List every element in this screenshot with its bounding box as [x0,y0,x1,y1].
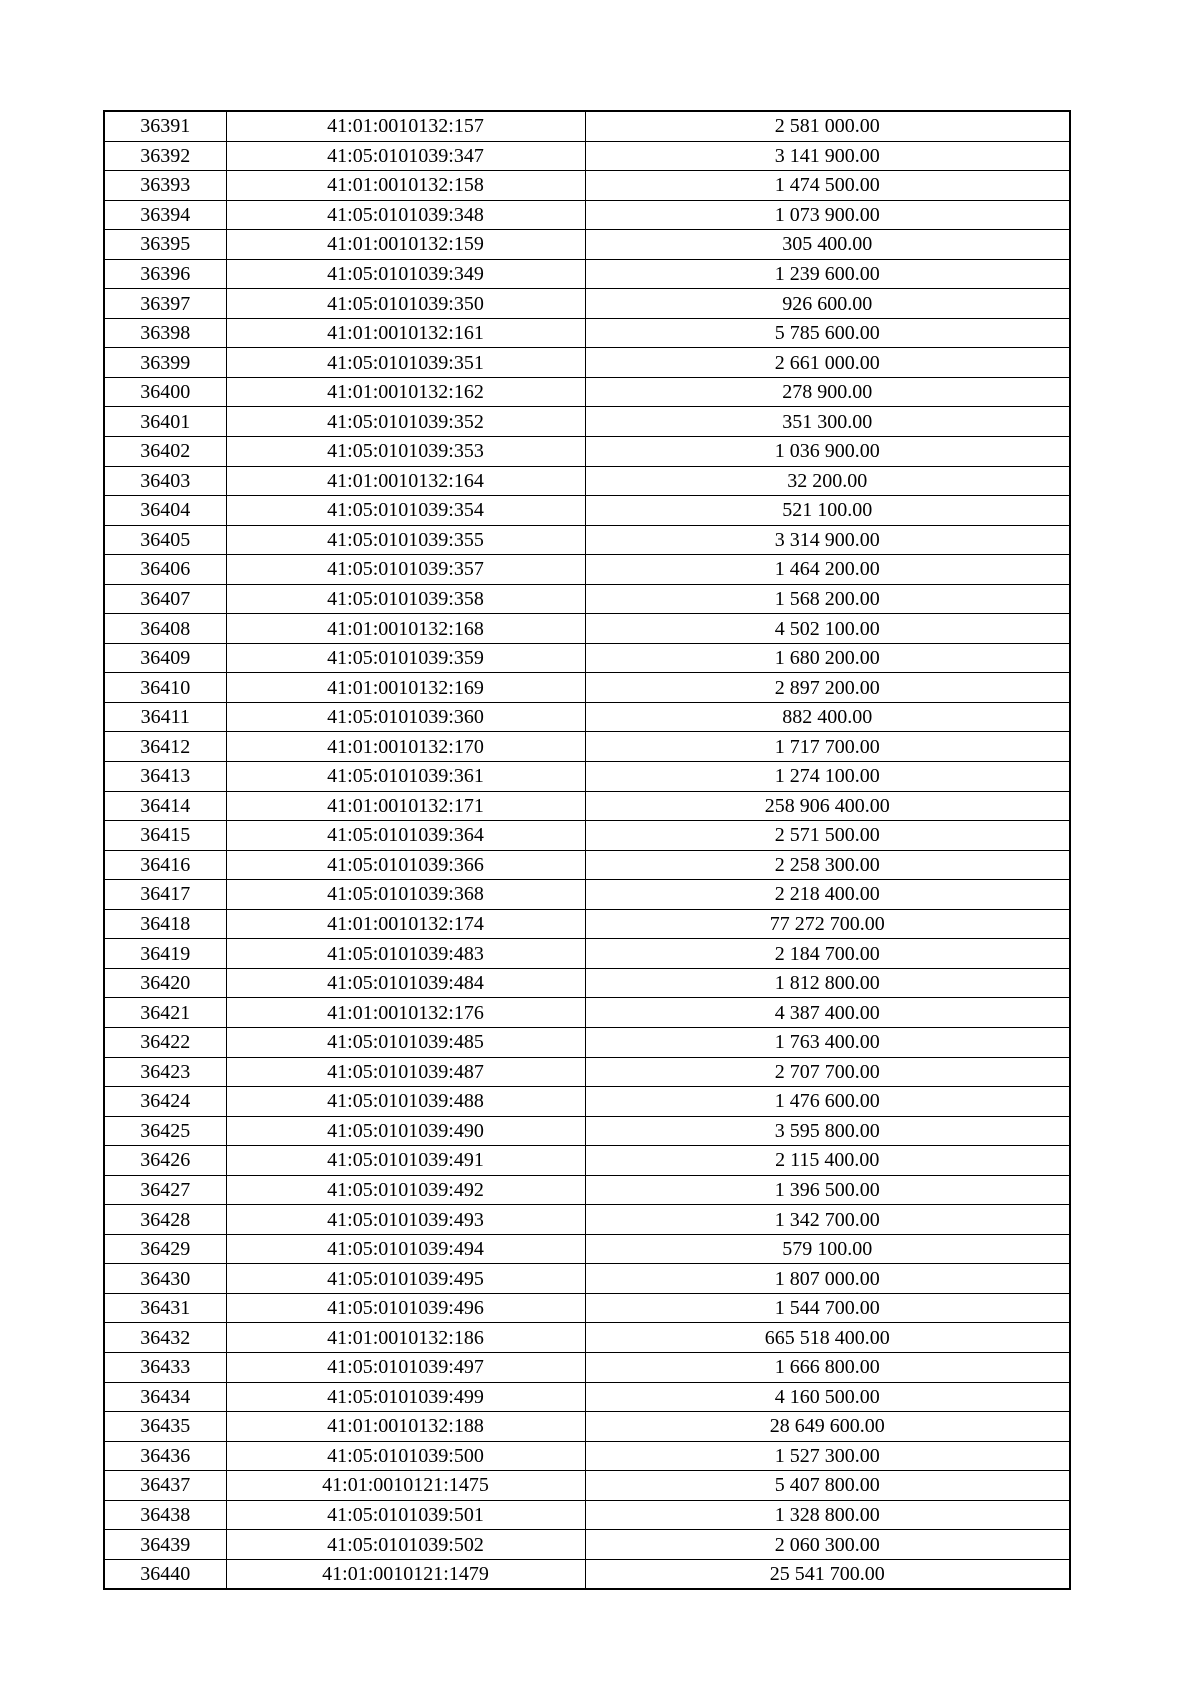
table-row [104,1559,1070,1589]
row-number-cell: 36409 [104,643,226,673]
cadastral-value-cell: 521 100.00 [585,496,1070,526]
table-row [104,437,1070,467]
cadastral-number-cell: 41:05:0101039:483 [226,939,585,969]
row-number-cell: 36395 [104,230,226,260]
row-number-cell: 36399 [104,348,226,378]
table-row [104,1352,1070,1382]
cadastral-value-cell: 1 036 900.00 [585,437,1070,467]
row-number-cell: 36427 [104,1175,226,1205]
cadastral-number-cell: 41:05:0101039:484 [226,968,585,998]
row-number-cell: 36417 [104,880,226,910]
table-row [104,1530,1070,1560]
cadastral-number-cell: 41:01:0010132:169 [226,673,585,703]
row-number-cell: 36428 [104,1205,226,1235]
cadastral-number-cell: 41:05:0101039:495 [226,1264,585,1294]
cadastral-number-cell: 41:05:0101039:502 [226,1530,585,1560]
table-row [104,141,1070,171]
row-number-cell: 36402 [104,437,226,467]
cadastral-number-cell: 41:01:0010132:168 [226,614,585,644]
table-row [104,880,1070,910]
row-number-cell: 36416 [104,850,226,880]
cadastral-number-cell: 41:05:0101039:347 [226,141,585,171]
table-row [104,850,1070,880]
row-number-cell: 36406 [104,555,226,585]
cadastral-value-cell: 77 272 700.00 [585,909,1070,939]
table-row [104,732,1070,762]
cadastral-number-cell: 41:05:0101039:353 [226,437,585,467]
cadastral-number-cell: 41:05:0101039:492 [226,1175,585,1205]
cadastral-value-cell: 2 581 000.00 [585,111,1070,141]
row-number-cell: 36438 [104,1500,226,1530]
row-number-cell: 36424 [104,1087,226,1117]
cadastral-value-cell: 32 200.00 [585,466,1070,496]
cadastral-value-cell: 1 812 800.00 [585,968,1070,998]
cadastral-number-cell: 41:05:0101039:496 [226,1293,585,1323]
cadastral-value-cell: 1 474 500.00 [585,171,1070,201]
row-number-cell: 36392 [104,141,226,171]
cadastral-value-cell: 1 717 700.00 [585,732,1070,762]
table-row [104,525,1070,555]
table-row [104,496,1070,526]
row-number-cell: 36422 [104,1027,226,1057]
cadastral-number-cell: 41:01:0010132:159 [226,230,585,260]
row-number-cell: 36405 [104,525,226,555]
cadastral-value-cell: 2 571 500.00 [585,821,1070,851]
cadastral-value-cell: 1 568 200.00 [585,584,1070,614]
table-row [104,348,1070,378]
table-row [104,614,1070,644]
cadastral-number-cell: 41:05:0101039:494 [226,1234,585,1264]
row-number-cell: 36430 [104,1264,226,1294]
row-number-cell: 36423 [104,1057,226,1087]
row-number-cell: 36419 [104,939,226,969]
table-body [104,111,1070,1589]
table-row [104,555,1070,585]
cadastral-number-cell: 41:05:0101039:487 [226,1057,585,1087]
cadastral-value-cell: 25 541 700.00 [585,1559,1070,1589]
cadastral-number-cell: 41:05:0101039:491 [226,1146,585,1176]
cadastral-number-cell: 41:01:0010132:171 [226,791,585,821]
cadastral-number-cell: 41:01:0010121:1475 [226,1471,585,1501]
row-number-cell: 36401 [104,407,226,437]
cadastral-number-cell: 41:05:0101039:499 [226,1382,585,1412]
cadastral-value-cell: 258 906 400.00 [585,791,1070,821]
cadastral-value-cell: 4 160 500.00 [585,1382,1070,1412]
table-row [104,1116,1070,1146]
table-row [104,377,1070,407]
cadastral-number-cell: 41:05:0101039:493 [226,1205,585,1235]
cadastral-value-cell: 2 707 700.00 [585,1057,1070,1087]
row-number-cell: 36410 [104,673,226,703]
table-row [104,1234,1070,1264]
table-row [104,289,1070,319]
cadastral-value-cell: 1 274 100.00 [585,762,1070,792]
row-number-cell: 36432 [104,1323,226,1353]
table-row [104,407,1070,437]
table-row [104,1500,1070,1530]
cadastral-value-cell: 5 785 600.00 [585,318,1070,348]
cadastral-number-cell: 41:05:0101039:361 [226,762,585,792]
cadastral-value-cell: 28 649 600.00 [585,1412,1070,1442]
cadastral-value-cell: 1 807 000.00 [585,1264,1070,1294]
cadastral-number-cell: 41:05:0101039:368 [226,880,585,910]
cadastral-number-cell: 41:05:0101039:497 [226,1352,585,1382]
cadastral-number-cell: 41:01:0010132:188 [226,1412,585,1442]
row-number-cell: 36435 [104,1412,226,1442]
table-row [104,111,1070,141]
row-number-cell: 36434 [104,1382,226,1412]
cadastral-number-cell: 41:05:0101039:348 [226,200,585,230]
table-row [104,171,1070,201]
cadastral-value-cell: 1 476 600.00 [585,1087,1070,1117]
row-number-cell: 36393 [104,171,226,201]
cadastral-number-cell: 41:05:0101039:500 [226,1441,585,1471]
cadastral-number-cell: 41:01:0010132:164 [226,466,585,496]
table-row [104,584,1070,614]
cadastral-number-cell: 41:01:0010132:157 [226,111,585,141]
table-row [104,909,1070,939]
row-number-cell: 36411 [104,702,226,732]
row-number-cell: 36431 [104,1293,226,1323]
table-row [104,673,1070,703]
cadastral-value-cell: 1 239 600.00 [585,259,1070,289]
row-number-cell: 36397 [104,289,226,319]
row-number-cell: 36415 [104,821,226,851]
table-row [104,1087,1070,1117]
cadastral-value-cell: 579 100.00 [585,1234,1070,1264]
table-row [104,230,1070,260]
cadastral-value-cell: 1 680 200.00 [585,643,1070,673]
cadastral-value-cell: 4 387 400.00 [585,998,1070,1028]
cadastral-value-cell: 2 258 300.00 [585,850,1070,880]
cadastral-value-cell: 3 595 800.00 [585,1116,1070,1146]
cadastral-number-cell: 41:05:0101039:360 [226,702,585,732]
table-row [104,998,1070,1028]
row-number-cell: 36404 [104,496,226,526]
cadastral-number-cell: 41:05:0101039:349 [226,259,585,289]
row-number-cell: 36429 [104,1234,226,1264]
table-row [104,643,1070,673]
cadastral-number-cell: 41:01:0010132:158 [226,171,585,201]
table-row [104,702,1070,732]
cadastral-value-cell: 3 314 900.00 [585,525,1070,555]
table-row [104,1264,1070,1294]
cadastral-number-cell: 41:05:0101039:485 [226,1027,585,1057]
cadastral-number-cell: 41:05:0101039:501 [226,1500,585,1530]
row-number-cell: 36400 [104,377,226,407]
row-number-cell: 36407 [104,584,226,614]
cadastral-value-cell: 4 502 100.00 [585,614,1070,644]
table-row [104,1027,1070,1057]
cadastral-value-cell: 2 060 300.00 [585,1530,1070,1560]
table-row [104,1293,1070,1323]
row-number-cell: 36436 [104,1441,226,1471]
table-row [104,1175,1070,1205]
cadastral-number-cell: 41:05:0101039:350 [226,289,585,319]
table-row [104,466,1070,496]
cadastral-number-cell: 41:01:0010121:1479 [226,1559,585,1589]
cadastral-value-cell: 2 897 200.00 [585,673,1070,703]
table-row [104,318,1070,348]
table-row [104,200,1070,230]
cadastral-value-cell: 351 300.00 [585,407,1070,437]
cadastral-value-cell: 1 763 400.00 [585,1027,1070,1057]
table-row [104,259,1070,289]
row-number-cell: 36408 [104,614,226,644]
cadastral-value-cell: 1 544 700.00 [585,1293,1070,1323]
row-number-cell: 36396 [104,259,226,289]
cadastral-number-cell: 41:05:0101039:355 [226,525,585,555]
cadastral-number-cell: 41:05:0101039:358 [226,584,585,614]
row-number-cell: 36394 [104,200,226,230]
table-row [104,1471,1070,1501]
row-number-cell: 36412 [104,732,226,762]
cadastral-number-cell: 41:05:0101039:488 [226,1087,585,1117]
cadastral-value-cell: 665 518 400.00 [585,1323,1070,1353]
row-number-cell: 36391 [104,111,226,141]
cadastral-value-cell: 1 328 800.00 [585,1500,1070,1530]
cadastral-value-cell: 1 666 800.00 [585,1352,1070,1382]
cadastral-number-cell: 41:01:0010132:176 [226,998,585,1028]
cadastral-value-cell: 2 115 400.00 [585,1146,1070,1176]
cadastral-number-cell: 41:01:0010132:162 [226,377,585,407]
row-number-cell: 36437 [104,1471,226,1501]
row-number-cell: 36403 [104,466,226,496]
cadastral-value-cell: 278 900.00 [585,377,1070,407]
cadastral-number-cell: 41:05:0101039:354 [226,496,585,526]
table-row [104,1412,1070,1442]
table-row [104,762,1070,792]
cadastral-number-cell: 41:05:0101039:357 [226,555,585,585]
row-number-cell: 36440 [104,1559,226,1589]
row-number-cell: 36413 [104,762,226,792]
cadastral-value-cell: 2 661 000.00 [585,348,1070,378]
table-row [104,1323,1070,1353]
table-row [104,1146,1070,1176]
cadastral-number-cell: 41:05:0101039:351 [226,348,585,378]
cadastral-number-cell: 41:05:0101039:366 [226,850,585,880]
table-row [104,821,1070,851]
row-number-cell: 36425 [104,1116,226,1146]
cadastral-number-cell: 41:05:0101039:359 [226,643,585,673]
cadastral-value-cell: 5 407 800.00 [585,1471,1070,1501]
row-number-cell: 36398 [104,318,226,348]
cadastral-value-cell: 1 073 900.00 [585,200,1070,230]
cadastral-value-cell: 1 396 500.00 [585,1175,1070,1205]
table-row [104,1057,1070,1087]
cadastral-number-cell: 41:05:0101039:364 [226,821,585,851]
cadastral-value-cell: 3 141 900.00 [585,141,1070,171]
row-number-cell: 36420 [104,968,226,998]
cadastral-value-table [103,110,1071,1590]
row-number-cell: 36418 [104,909,226,939]
cadastral-value-cell: 1 527 300.00 [585,1441,1070,1471]
cadastral-value-cell: 926 600.00 [585,289,1070,319]
table-row [104,1441,1070,1471]
table-row [104,968,1070,998]
cadastral-value-cell: 2 184 700.00 [585,939,1070,969]
cadastral-number-cell: 41:01:0010132:161 [226,318,585,348]
cadastral-value-cell: 1 464 200.00 [585,555,1070,585]
table-row [104,791,1070,821]
row-number-cell: 36414 [104,791,226,821]
row-number-cell: 36433 [104,1352,226,1382]
row-number-cell: 36421 [104,998,226,1028]
cadastral-value-cell: 2 218 400.00 [585,880,1070,910]
cadastral-number-cell: 41:01:0010132:186 [226,1323,585,1353]
cadastral-value-cell: 305 400.00 [585,230,1070,260]
cadastral-number-cell: 41:01:0010132:170 [226,732,585,762]
cadastral-value-cell: 882 400.00 [585,702,1070,732]
table-row [104,1205,1070,1235]
cadastral-number-cell: 41:05:0101039:490 [226,1116,585,1146]
cadastral-value-cell: 1 342 700.00 [585,1205,1070,1235]
row-number-cell: 36426 [104,1146,226,1176]
table-row [104,939,1070,969]
table-row [104,1382,1070,1412]
row-number-cell: 36439 [104,1530,226,1560]
cadastral-number-cell: 41:05:0101039:352 [226,407,585,437]
cadastral-number-cell: 41:01:0010132:174 [226,909,585,939]
